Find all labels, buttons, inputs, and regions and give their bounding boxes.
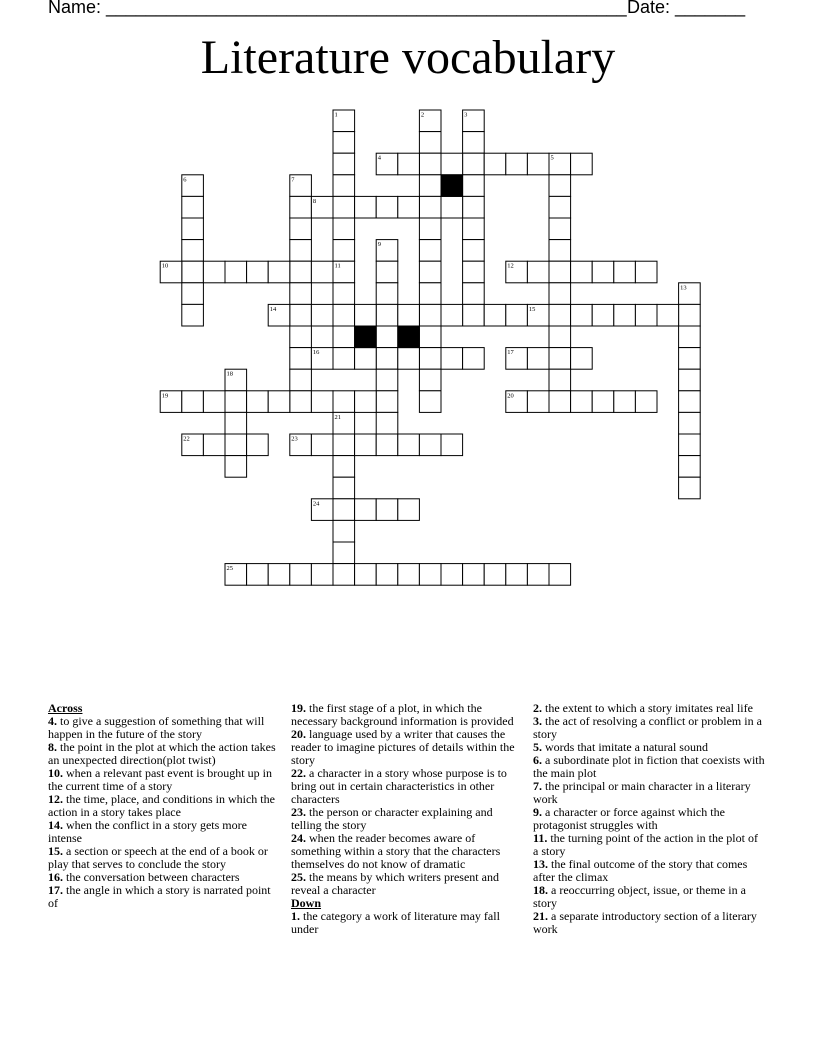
clue-number: 22. [291, 766, 306, 780]
clue-number: 15. [48, 844, 63, 858]
across-heading: Across [48, 701, 83, 715]
grid-cell[interactable] [247, 564, 269, 586]
grid-cell[interactable] [463, 153, 485, 175]
grid-cell[interactable] [419, 283, 441, 305]
grid-cell[interactable] [419, 369, 441, 391]
grid-cell[interactable] [571, 391, 593, 413]
clue-number-1: 1 [334, 111, 338, 119]
grid-cell[interactable] [484, 304, 506, 326]
grid-cell[interactable] [592, 261, 614, 283]
clue-number-17: 17 [507, 349, 514, 357]
clue-text: a reoccurring object, issue, or theme in a story [533, 883, 746, 910]
clue-number-13: 13 [680, 284, 687, 292]
clue-item [291, 806, 523, 832]
grid-cell[interactable] [614, 304, 636, 326]
grid-cell[interactable] [355, 196, 377, 218]
grid-cell[interactable] [419, 196, 441, 218]
clue-number: 2. [533, 701, 542, 715]
grid-cell[interactable] [355, 391, 377, 413]
grid-cell[interactable] [376, 326, 398, 348]
grid-cell[interactable] [182, 218, 204, 240]
clue-number: 8. [48, 740, 57, 754]
grid-cell[interactable] [376, 369, 398, 391]
clue-text: the first stage of a plot, in which the necessary background information is provided [291, 701, 514, 728]
clue-number: 20. [291, 727, 306, 741]
grid-cell[interactable] [419, 391, 441, 413]
grid-cell[interactable] [549, 564, 571, 586]
clue-text: when the conflict in a story gets more intense [48, 818, 247, 845]
grid-cell[interactable] [333, 326, 355, 348]
grid-cell[interactable] [463, 132, 485, 154]
clue-number: 18. [533, 883, 548, 897]
grid-cell[interactable] [679, 477, 701, 499]
grid-cell[interactable] [679, 434, 701, 456]
clue-text: the conversation between characters [63, 870, 240, 884]
grid-cell[interactable] [268, 261, 290, 283]
clue-text: the extent to which a story imitates real life [542, 701, 753, 715]
grid-cell[interactable] [679, 456, 701, 478]
grid-cell[interactable] [419, 326, 441, 348]
grid-cell[interactable] [549, 391, 571, 413]
clue-number-18: 18 [226, 370, 233, 378]
grid-cell[interactable] [441, 434, 463, 456]
clue-text: language used by a writer that causes the reader to imagine pictures of details within the story [291, 727, 515, 767]
grid-cell[interactable] [376, 283, 398, 305]
grid-cell[interactable] [398, 499, 420, 521]
clue-item [533, 858, 765, 884]
clue-text: the turning point of the action in the plot of a story [533, 831, 758, 858]
grid-cell[interactable] [247, 434, 269, 456]
grid-cell[interactable] [203, 261, 225, 283]
clue-number-3: 3 [464, 111, 468, 119]
grid-cell[interactable] [592, 391, 614, 413]
clue-item [48, 845, 276, 871]
grid-cell[interactable] [549, 348, 571, 370]
grid-cell[interactable] [419, 218, 441, 240]
grid-cell[interactable] [225, 391, 247, 413]
clue-item [533, 780, 765, 806]
grid-cell[interactable] [247, 391, 269, 413]
black-cell [441, 175, 463, 197]
clue-number-14: 14 [269, 305, 277, 313]
grid-cell[interactable] [333, 564, 355, 586]
grid-cell[interactable] [290, 348, 312, 370]
grid-cell[interactable] [441, 304, 463, 326]
clue-text: when the reader becomes aware of something within a story that the characters themselves do not know of dramatic [291, 831, 501, 871]
grid-cell[interactable] [398, 153, 420, 175]
clue-number-24: 24 [312, 500, 320, 508]
grid-cell[interactable] [376, 564, 398, 586]
grid-cell[interactable] [419, 348, 441, 370]
clue-number: 13. [533, 857, 548, 871]
clue-number-6: 6 [183, 176, 187, 184]
clue-item [291, 702, 523, 728]
date-field-label: Date: _______ [627, 0, 746, 17]
grid-cell[interactable] [527, 348, 549, 370]
grid-cell[interactable] [333, 542, 355, 564]
grid-cell[interactable] [506, 564, 528, 586]
grid-cell[interactable] [549, 261, 571, 283]
grid-cell[interactable] [527, 153, 549, 175]
grid-cell[interactable] [527, 564, 549, 586]
grid-cell[interactable] [182, 240, 204, 262]
grid-cell[interactable] [333, 218, 355, 240]
grid-cell[interactable] [419, 564, 441, 586]
grid-cell[interactable] [355, 499, 377, 521]
grid-cell[interactable] [376, 196, 398, 218]
grid-cell[interactable] [290, 564, 312, 586]
clue-number-19: 19 [161, 392, 169, 400]
clue-number-22: 22 [183, 435, 190, 443]
clue-number: 3. [533, 714, 542, 728]
grid-cell[interactable] [398, 434, 420, 456]
grid-cell[interactable] [182, 304, 204, 326]
grid-cell[interactable] [679, 391, 701, 413]
clue-number-10: 10 [161, 262, 169, 270]
grid-cell[interactable] [441, 153, 463, 175]
clue-number: 21. [533, 909, 548, 923]
grid-cell[interactable] [463, 196, 485, 218]
down-heading: Down [291, 896, 322, 910]
clue-item [48, 741, 276, 767]
page-title: Literature vocabulary [200, 31, 616, 84]
grid-cell[interactable] [441, 564, 463, 586]
clue-number: 24. [291, 831, 306, 845]
grid-cell[interactable] [549, 175, 571, 197]
clue-item [48, 793, 276, 819]
grid-cell[interactable] [311, 564, 333, 586]
grid-cell[interactable] [311, 391, 333, 413]
grid-cell[interactable] [182, 196, 204, 218]
name-field-label: Name: ____________________________________________________ [48, 0, 627, 17]
grid-cell[interactable] [527, 261, 549, 283]
grid-cell[interactable] [419, 153, 441, 175]
clue-number-8: 8 [312, 197, 317, 205]
grid-cell[interactable] [571, 261, 593, 283]
clue-number-21: 21 [334, 413, 341, 421]
clue-text: a subordinate plot in fiction that coexists with the main plot [533, 753, 765, 780]
clue-text: to give a suggestion of something that will happen in the future of the story [48, 714, 265, 741]
grid-cell[interactable] [419, 261, 441, 283]
grid-cell[interactable] [549, 283, 571, 305]
clue-number-7: 7 [291, 176, 295, 184]
grid-cell[interactable] [225, 412, 247, 434]
grid-cell[interactable] [290, 283, 312, 305]
grid-cell[interactable] [355, 348, 377, 370]
grid-cell[interactable] [635, 391, 657, 413]
grid-cell[interactable] [614, 391, 636, 413]
clue-number: 14. [48, 818, 63, 832]
grid-cell[interactable] [333, 240, 355, 262]
grid-cell[interactable] [463, 240, 485, 262]
clue-item [533, 806, 765, 832]
clue-number: 4. [48, 714, 57, 728]
grid-cell[interactable] [376, 412, 398, 434]
clue-text: when a relevant past event is brought up in the current time of a story [48, 766, 272, 793]
grid-cell[interactable] [333, 456, 355, 478]
grid-cell[interactable] [679, 369, 701, 391]
clue-number: 16. [48, 870, 63, 884]
grid-cell[interactable] [419, 175, 441, 197]
clue-item [533, 832, 765, 858]
clue-number-25: 25 [226, 565, 233, 573]
grid-cell[interactable] [268, 391, 290, 413]
clue-number-11: 11 [334, 262, 341, 270]
grid-cell[interactable] [247, 261, 269, 283]
grid-cell[interactable] [355, 304, 377, 326]
grid-cell[interactable] [333, 434, 355, 456]
grid-cell[interactable] [290, 261, 312, 283]
grid-cell[interactable] [268, 564, 290, 586]
grid-cell[interactable] [225, 456, 247, 478]
clue-item [291, 910, 523, 936]
grid-cell[interactable] [311, 261, 333, 283]
black-cell [398, 326, 420, 348]
clue-number: 6. [533, 753, 542, 767]
grid-cell[interactable] [290, 304, 312, 326]
clue-item [48, 884, 276, 910]
clue-text: a character or force against which the protagonist struggles with [533, 805, 725, 832]
grid-cell[interactable] [376, 348, 398, 370]
grid-cell[interactable] [571, 304, 593, 326]
grid-cell[interactable] [549, 218, 571, 240]
grid-cell[interactable] [549, 196, 571, 218]
grid-cell[interactable] [290, 326, 312, 348]
grid-cell[interactable] [311, 304, 333, 326]
grid-cell[interactable] [225, 434, 247, 456]
clue-number: 25. [291, 870, 306, 884]
clue-text: the means by which writers present and reveal a character [291, 870, 499, 897]
clue-item [291, 832, 523, 871]
grid-cell[interactable] [290, 196, 312, 218]
grid-cell[interactable] [333, 175, 355, 197]
clue-number: 7. [533, 779, 542, 793]
grid-cell[interactable] [419, 240, 441, 262]
clue-text: the act of resolving a conflict or problem in a story [533, 714, 762, 741]
clue-item [533, 754, 765, 780]
clue-text: the time, place, and conditions in which the action in a story takes place [48, 792, 275, 819]
grid-cell[interactable] [311, 434, 333, 456]
clues-column-3 [533, 702, 765, 936]
grid-cell[interactable] [333, 520, 355, 542]
grid-cell[interactable] [679, 348, 701, 370]
grid-cell[interactable] [463, 348, 485, 370]
clue-text: the person or character explaining and telling the story [291, 805, 493, 832]
grid-cell[interactable] [376, 434, 398, 456]
clue-number-16: 16 [312, 349, 320, 357]
grid-cell[interactable] [484, 153, 506, 175]
clue-number-15: 15 [528, 305, 536, 313]
grid-cell[interactable] [549, 326, 571, 348]
clue-number: 5. [533, 740, 542, 754]
clue-number: 12. [48, 792, 63, 806]
grid-cell[interactable] [527, 391, 549, 413]
clue-number-12: 12 [507, 262, 514, 270]
grid-cell[interactable] [679, 304, 701, 326]
grid-cell[interactable] [225, 261, 247, 283]
grid-cell[interactable] [506, 153, 528, 175]
clue-item [48, 715, 276, 741]
grid-cell[interactable] [463, 304, 485, 326]
grid-cell[interactable] [441, 348, 463, 370]
grid-cell[interactable] [419, 434, 441, 456]
grid-cell[interactable] [463, 564, 485, 586]
grid-cell[interactable] [355, 564, 377, 586]
clue-text: a separate introductory section of a literary work [533, 909, 757, 936]
clues-column-2 [291, 702, 523, 936]
grid-cell[interactable] [333, 132, 355, 154]
clue-text: the principal or main character in a literary work [533, 779, 751, 806]
clue-item [291, 871, 523, 897]
grid-cell[interactable] [182, 283, 204, 305]
clue-number-9: 9 [377, 241, 381, 249]
grid-cell[interactable] [203, 391, 225, 413]
clue-number: 1. [291, 909, 300, 923]
clue-number: 19. [291, 701, 306, 715]
grid-cell[interactable] [484, 564, 506, 586]
grid-cell[interactable] [398, 196, 420, 218]
grid-cell[interactable] [290, 391, 312, 413]
grid-cell[interactable] [376, 261, 398, 283]
grid-cell[interactable] [614, 261, 636, 283]
clue-item [533, 910, 765, 936]
grid-cell[interactable] [376, 499, 398, 521]
grid-cell[interactable] [333, 196, 355, 218]
grid-cell[interactable] [333, 283, 355, 305]
grid-cell[interactable] [463, 218, 485, 240]
clue-item [291, 728, 523, 767]
grid-cell[interactable] [549, 369, 571, 391]
grid-cell[interactable] [333, 477, 355, 499]
clue-item [533, 884, 765, 910]
clue-text: a section or speech at the end of a book or play that serves to conclude the story [48, 844, 268, 871]
grid-cell[interactable] [290, 369, 312, 391]
grid-cell[interactable] [376, 391, 398, 413]
grid-cell[interactable] [290, 218, 312, 240]
clue-number: 10. [48, 766, 63, 780]
grid-cell[interactable] [333, 499, 355, 521]
clue-number: 23. [291, 805, 306, 819]
clue-text: the final outcome of the story that comes after the climax [533, 857, 748, 884]
grid-cell[interactable] [290, 240, 312, 262]
grid-cell[interactable] [355, 434, 377, 456]
grid-cell[interactable] [635, 304, 657, 326]
grid-cell[interactable] [203, 434, 225, 456]
grid-cell[interactable] [398, 304, 420, 326]
grid-cell[interactable] [592, 304, 614, 326]
clue-number: 17. [48, 883, 63, 897]
black-cell [355, 326, 377, 348]
clue-text: the point in the plot at which the action takes an unexpected direction(plot twist) [48, 740, 276, 767]
clue-number-5: 5 [550, 154, 554, 162]
clue-number: 9. [533, 805, 542, 819]
grid-cell[interactable] [182, 391, 204, 413]
grid-cell[interactable] [419, 132, 441, 154]
grid-cell[interactable] [333, 304, 355, 326]
grid-cell[interactable] [657, 304, 679, 326]
grid-cell[interactable] [679, 326, 701, 348]
grid-cell[interactable] [398, 564, 420, 586]
grid-cell[interactable] [182, 261, 204, 283]
clue-text: words that imitate a natural sound [542, 740, 708, 754]
grid-cell[interactable] [571, 153, 593, 175]
clue-text: the angle in which a story is narrated point of [48, 883, 271, 910]
clue-number-4: 4 [377, 154, 381, 162]
grid-cell[interactable] [376, 304, 398, 326]
clue-number: 11. [533, 831, 548, 845]
clues-column-1 [48, 702, 276, 910]
grid-cell[interactable] [333, 348, 355, 370]
clue-text: a character in a story whose purpose is to bring out in certain characteristics in other characters [291, 766, 507, 806]
grid-cell[interactable] [333, 153, 355, 175]
grid-cell[interactable] [549, 304, 571, 326]
grid-cell[interactable] [635, 261, 657, 283]
grid-cell[interactable] [463, 261, 485, 283]
grid-cell[interactable] [333, 391, 355, 413]
grid-cell[interactable] [549, 240, 571, 262]
grid-cell[interactable] [398, 348, 420, 370]
grid-cell[interactable] [571, 348, 593, 370]
grid-cell[interactable] [506, 304, 528, 326]
clue-item [533, 715, 765, 741]
grid-cell[interactable] [463, 175, 485, 197]
clue-number-20: 20 [507, 392, 514, 400]
grid-cell[interactable] [441, 196, 463, 218]
grid-cell[interactable] [419, 304, 441, 326]
grid-cell[interactable] [463, 283, 485, 305]
grid-cell[interactable] [679, 412, 701, 434]
clue-item [48, 819, 276, 845]
clue-number-23: 23 [291, 435, 298, 443]
clue-number-2: 2 [420, 111, 425, 119]
clue-item [48, 767, 276, 793]
clue-text: the category a work of literature may fall under [291, 909, 500, 936]
clue-item [291, 767, 523, 806]
